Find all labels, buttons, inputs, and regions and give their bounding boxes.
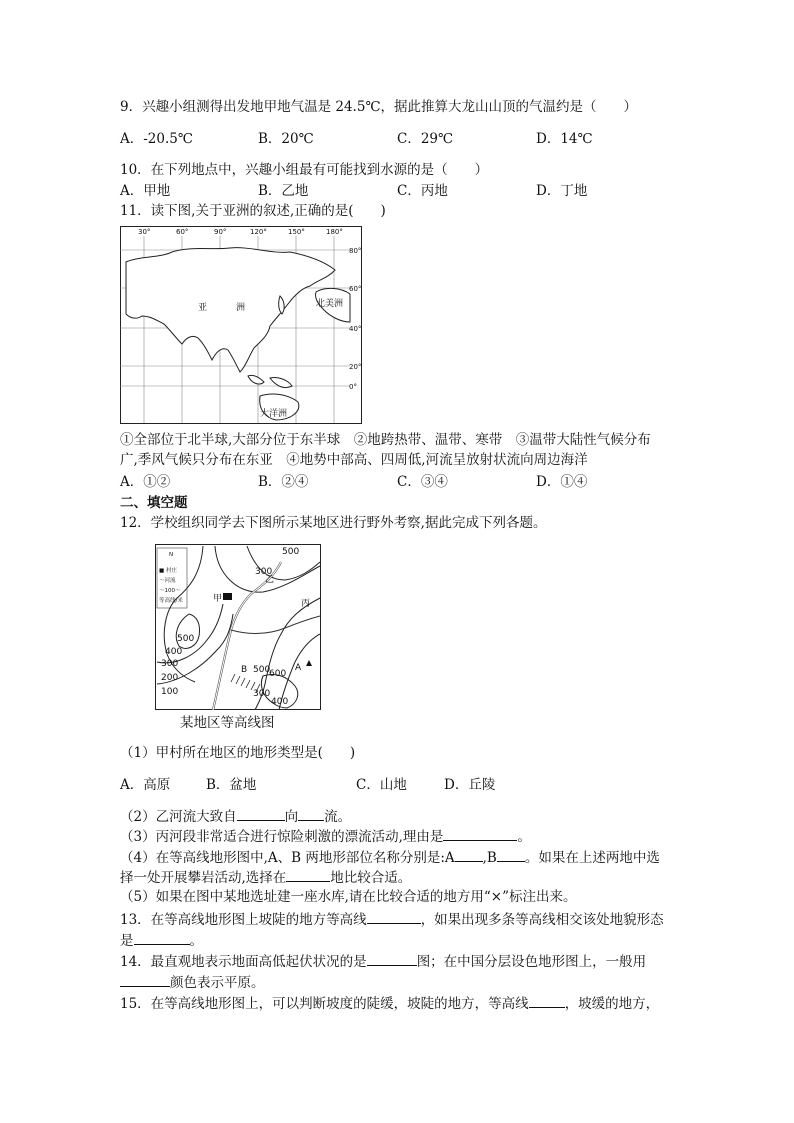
q13-line1 [120,909,664,929]
lat-label-20: 20° [349,363,362,371]
q12-sub4-blank-b[interactable] [497,847,525,862]
elev-label-300-bottom: 300 [253,689,271,699]
lat-label-60: 60° [349,285,362,293]
elev-label-600: 600 [269,669,287,679]
q10-option-d[interactable]: D．丁地 [536,183,588,199]
q14-text-a: 14．最直观地表示地面高低起伏状况的是 [120,954,367,970]
elev-label-500-left: 500 [177,634,195,644]
map-label-ya: 亚 [198,303,208,313]
legend-unit: 等高线/米 [159,598,183,604]
lat-label-0: 0° [349,383,357,391]
q12-sub3 [120,826,531,846]
map-label-zhou: 洲 [236,303,246,313]
q12-sub1-option-d[interactable]: D．丘陵 [444,777,496,793]
map-label-oceania: 大洋洲 [260,409,288,419]
q12-sub4-line1 [120,847,660,867]
q13-line2-text-a: 是 [120,933,134,949]
q12-sub4-line2-text-b: 地比较合适。 [330,870,412,886]
q9-option-b[interactable]: B．20℃ [258,131,314,147]
q12-sub4-text-a: （4）在等高线地形图中,A、B 两地形部位名称分别是:A [120,850,455,866]
map-label-north-america: 北美洲 [316,299,344,309]
q15-blank-1[interactable] [529,993,565,1008]
q11-option-c[interactable]: C．③④ [397,474,448,490]
q12-sub1: （1）甲村所在地区的地形类型是( ) [120,745,356,761]
north-arrow: N [169,552,174,558]
place-label-yi: 乙 [265,575,275,585]
q9-stem: 9．兴趣小组测得出发地甲地气温是 24.5℃，据此推算大龙山山顶的气温约是（ ） [120,99,638,115]
q11-option-a[interactable]: A．①② [120,474,171,490]
q14-text-b: 图；在中国分层设色地形图上，一般用 [416,954,647,970]
q14-blank-1[interactable] [367,951,417,966]
elev-label-500-b: 500 [253,665,271,675]
q11-statements-line1: ①全部位于北半球,大部分位于东半球 ②地跨热带、温带、寒带 ③温带大陆性气候分布 [120,432,651,448]
q12-sub1-option-a[interactable]: A．高原 [120,777,171,793]
place-label-bing: 丙 [301,599,311,609]
q10-option-c[interactable]: C．丙地 [397,183,448,199]
q12-sub3-text-a: （3）丙河段非常适合进行惊险刺激的漂流活动,理由是 [120,829,444,845]
lon-label-90: 90° [214,228,227,236]
q13-text-a: 13．在等高线地形图上坡陡的地方等高线 [120,912,367,928]
elev-label-200-left: 200 [161,673,179,683]
elev-label-400-left: 400 [165,647,183,657]
q12-sub1-option-c[interactable]: C．山地 [356,777,407,793]
contour-map-caption: 某地区等高线图 [180,715,275,731]
place-label-b: B [241,665,248,675]
q10-option-b[interactable]: B．乙地 [258,183,309,199]
elev-label-500-top: 500 [282,547,300,557]
place-label-a: A [295,663,302,673]
legend-contour: ～100～ [159,588,181,594]
q13-line2 [120,930,203,950]
q12-sub4-line2-text-a: 择一处开展攀岩活动,选择在 [120,870,287,886]
q11-stem: 11．读下图,关于亚洲的叙述,正确的是( ) [120,203,386,219]
q12-sub2-blank-from[interactable] [237,806,285,821]
elev-label-400-bottom: 400 [271,697,289,707]
q15-line1 [120,993,659,1013]
lon-label-60: 60° [176,228,189,236]
q9-option-a[interactable]: A．-20.5℃ [120,131,193,147]
q12-sub3-blank[interactable] [443,826,517,841]
elev-label-300-top: 300 [255,567,273,577]
legend-village: ■ 村庄 [159,568,177,574]
lon-label-120: 120° [250,228,267,236]
q11-statements-line2: 广,季风气候只分布在东亚 ④地势中部高、四周低,河流呈放射状流向周边海洋 [120,452,588,468]
elev-label-100-left: 100 [161,687,179,697]
lon-label-150: 150° [288,228,305,236]
q13-blank-1[interactable] [367,909,421,924]
q12-sub4-blank-climb[interactable] [286,867,330,882]
q12-sub4-blank-a[interactable] [455,847,483,862]
contour-map [155,544,321,710]
q13-line2-text-b: 。 [189,933,203,949]
q12-stem: 12．学校组织同学去下图所示某地区进行野外考察,据此完成下列各题。 [120,515,547,531]
q14-line1 [120,951,646,971]
q12-sub3-text-b: 。 [517,829,531,845]
elev-label-300-left: 300 [161,659,179,669]
lon-label-30: 30° [138,228,151,236]
lat-label-40: 40° [349,325,362,333]
q12-sub4-line2 [120,867,411,887]
q14-line2-text: 颜色表示平原。 [170,975,265,991]
q12-sub5: （5）如果在图中某地选址建一座水库,请在比较合适的地方用“×”标注出来。 [120,889,577,905]
q11-option-b[interactable]: B．②④ [258,474,309,490]
asia-map [120,226,362,424]
q12-sub2-text-c: 流。 [324,809,352,825]
q12-sub2 [120,806,351,826]
q12-sub4-text-c: 。如果在上述两地中选 [524,850,660,866]
q12-sub2-blank-to[interactable] [298,806,324,821]
q14-blank-2[interactable] [120,972,170,987]
q14-line2 [120,972,265,992]
q10-option-a[interactable]: A．甲地 [120,183,171,199]
q9-option-c[interactable]: C．29℃ [397,131,454,147]
q11-option-d[interactable]: D．①④ [536,474,588,490]
q12-sub2-text-a: （2）乙河流大致自 [120,809,237,825]
q13-blank-2[interactable] [134,930,190,945]
q15-text-a: 15．在等高线地形图上，可以判断坡度的陡缓，坡陡的地方，等高线 [120,996,529,1012]
section-title: 二、填空题 [120,495,188,511]
q15-text-b: ，坡缓的地方， [564,996,660,1012]
q12-sub2-text-b: 向 [284,809,299,825]
lat-label-80: 80° [349,247,362,255]
place-label-jia: 甲 [213,594,223,604]
q13-text-b: ，如果出现多条等高线相交该处地貌形态 [420,912,664,928]
q10-stem: 10．在下列地点中，兴趣小组最有可能找到水源的是（ ） [120,162,489,178]
q12-sub4-text-b: ,B [482,850,497,866]
q12-sub1-option-b[interactable]: B．盆地 [206,777,257,793]
legend-river: ～河流 [159,578,176,584]
q9-option-d[interactable]: D．14℃ [536,131,593,147]
lon-label-180: 180° [326,228,343,236]
